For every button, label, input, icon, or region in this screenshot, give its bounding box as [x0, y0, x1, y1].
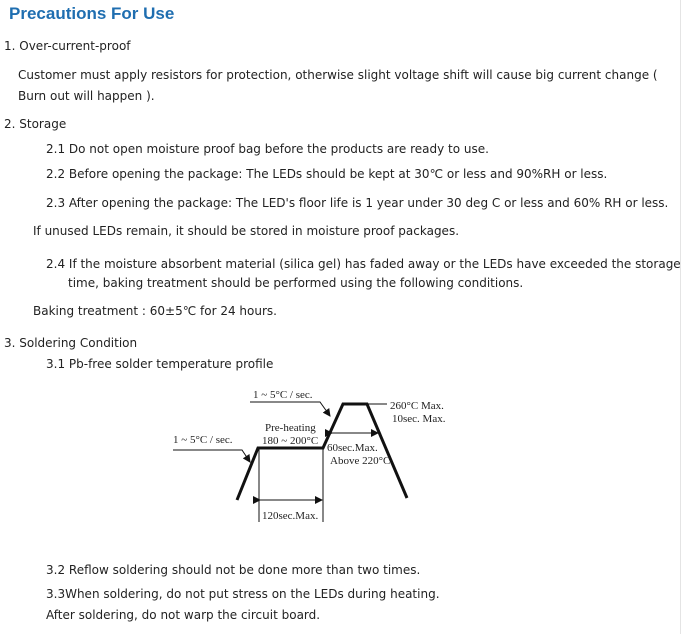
list-item: 3.2 Reflow soldering should not be done more than two times.	[46, 563, 421, 577]
list-item: 2.1 Do not open moisture proof bag before the products are ready to use.	[46, 142, 489, 156]
page-title: Precautions For Use	[9, 4, 175, 23]
paragraph: Baking treatment : 60±5℃ for 24 hours.	[33, 304, 277, 318]
temperature-profile-diagram	[170, 380, 460, 530]
ramp-label-top: 1 ~ 5°C / sec.	[253, 389, 313, 401]
list-item: 2.2 Before opening the package: The LEDs should be kept at 30℃ or less and 90%RH or less.	[46, 167, 608, 181]
preheat-label: Pre-heating	[265, 422, 316, 434]
duration-label: 120sec.Max.	[262, 510, 319, 522]
list-item: 3.3When soldering, do not put stress on the LEDs during heating.	[46, 587, 440, 601]
paragraph: Burn out will happen ).	[18, 89, 155, 103]
paragraph: Customer must apply resistors for protection, otherwise slight voltage shift will cause big current change (	[18, 68, 658, 82]
paragraph: After soldering, do not warp the circuit board.	[46, 608, 321, 622]
section-heading: 3. Soldering Condition	[4, 336, 138, 350]
preheat-temp-label: 180 ~ 200°C	[262, 435, 319, 447]
ramp-label-left: 1 ~ 5°C / sec.	[173, 434, 233, 446]
list-item: 2.4 If the moisture absorbent material (silica gel) has faded away or the LEDs have exceeded the storage	[46, 257, 681, 271]
profile-curve	[237, 404, 407, 500]
paragraph: If unused LEDs remain, it should be stored in moisture proof packages.	[33, 224, 460, 238]
list-item: 2.3 After opening the package: The LED's floor life is 1 year under 30 deg C or less and 60% RH or less.	[46, 196, 669, 210]
peak-temp-label: 260°C Max.	[390, 400, 444, 412]
divider	[680, 0, 681, 634]
peak-time-label: 10sec. Max.	[392, 413, 446, 425]
above-time-label: 60sec.Max.	[327, 442, 378, 454]
section-heading: 2. Storage	[4, 117, 67, 131]
above-temp-label: Above 220°C	[330, 455, 391, 467]
list-item: 3.1 Pb-free solder temperature profile	[46, 357, 274, 371]
list-item: time, baking treatment should be performed using the following conditions.	[68, 276, 524, 290]
section-heading: 1. Over-current-proof	[4, 39, 131, 53]
